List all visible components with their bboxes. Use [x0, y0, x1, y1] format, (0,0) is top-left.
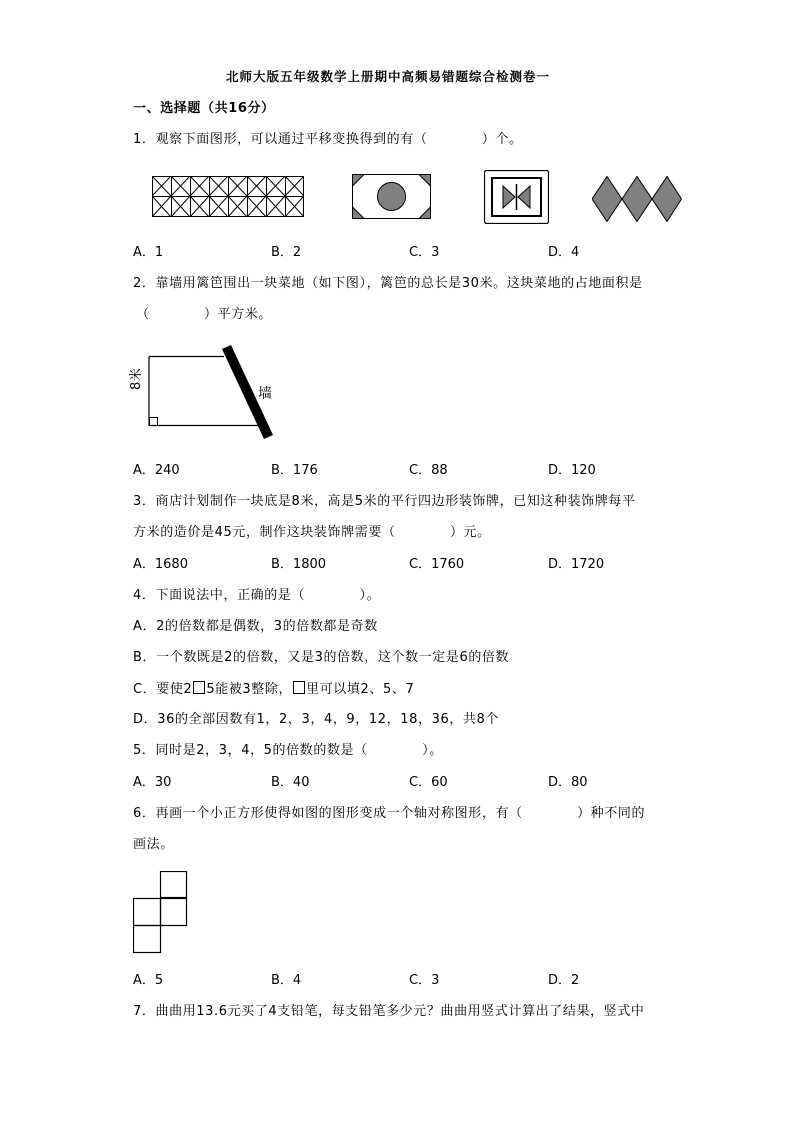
q2-stem-line2: （ ）平方米。: [136, 307, 273, 322]
q3-option-d: D．1720: [548, 557, 605, 572]
blank-box: [193, 681, 205, 694]
q3-option-c: C．1760: [409, 557, 465, 572]
q1-figure-circle-plate: [352, 174, 431, 219]
q4-stem: 4．下面说法中，正确的是（ ）。: [133, 588, 381, 603]
q5-option-c: C．60: [409, 775, 448, 790]
q2-option-d: D．120: [548, 463, 596, 478]
q3-option-a: A．1680: [133, 557, 188, 572]
q1-stem: 1．观察下面图形，可以通过平移变换得到的有（ ）个。: [133, 132, 523, 147]
q5-option-b: B．40: [271, 775, 310, 790]
q2-option-a: A．240: [133, 463, 180, 478]
q1-figure-diamonds: [592, 176, 682, 222]
q4-option-d: D．36的全部因数有1，2，3，4，9，12，18，36，共8个: [133, 712, 500, 727]
q3-option-b: B．1800: [271, 557, 327, 572]
q2-stem-line1: 2．靠墙用篱笆围出一块菜地（如下图），篱笆的总长是30米。这块菜地的占地面积是: [133, 276, 643, 291]
q2-label-wall: 墙: [258, 386, 273, 402]
q6-option-a: A．5: [133, 973, 164, 988]
q5-option-a: A．30: [133, 775, 172, 790]
q3-stem-line1: 3．商店计划制作一块底是8米，高是5米的平行四边形装饰牌，已知这种装饰牌每平: [133, 494, 636, 509]
q4-option-a: A．2的倍数都是偶数，3的倍数都是奇数: [133, 619, 378, 634]
q6-option-b: B．4: [271, 973, 302, 988]
q1-option-a: A．1: [133, 245, 164, 260]
doc-title: 北师大版五年级数学上册期中高频易错题综合检测卷一: [226, 69, 551, 84]
q1-option-b: B．2: [271, 245, 302, 260]
q6-figure-squares: [133, 871, 189, 954]
q4-option-c: [133, 681, 414, 698]
q4-option-c-part3: 里可以填2、5、7: [306, 682, 415, 697]
q7-stem-line1: 7．曲曲用13.6元买了4支铅笔，每支铅笔多少元？曲曲用竖式计算出了结果，竖式中: [133, 1004, 645, 1019]
q4-option-b: B．一个数既是2的倍数，又是3的倍数，这个数一定是6的倍数: [133, 650, 510, 665]
q1-option-d: D．4: [548, 245, 580, 260]
q6-option-c: C．3: [409, 973, 440, 988]
q4-option-c-part1: C．要使2: [133, 682, 193, 697]
section-heading: 一、选择题（共16分）: [133, 101, 275, 116]
q2-option-b: B．176: [271, 463, 318, 478]
q6-option-d: D．2: [548, 973, 580, 988]
blank-box: [293, 681, 305, 694]
q4-option-c-part2: 5能被3整除，: [206, 682, 293, 697]
q1-option-c: C．3: [409, 245, 440, 260]
q5-stem: 5．同时是2，3，4，5的倍数的数是（ ）。: [133, 743, 443, 758]
q2-option-c: C．88: [409, 463, 448, 478]
q3-stem-line2: 方米的造价是45元，制作这块装饰牌需要（ ）元。: [133, 525, 491, 540]
q6-stem-line1: 6．再画一个小正方形使得如图的图形变成一个轴对称图形，有（ ）种不同的: [133, 806, 646, 821]
q6-stem-line2: 画法。: [133, 837, 174, 852]
q5-option-d: D．80: [548, 775, 588, 790]
q1-figure-bowtie-button: [484, 170, 549, 224]
q2-label-side: 8米: [129, 367, 144, 390]
q1-figure-grid-pattern: [152, 176, 304, 217]
